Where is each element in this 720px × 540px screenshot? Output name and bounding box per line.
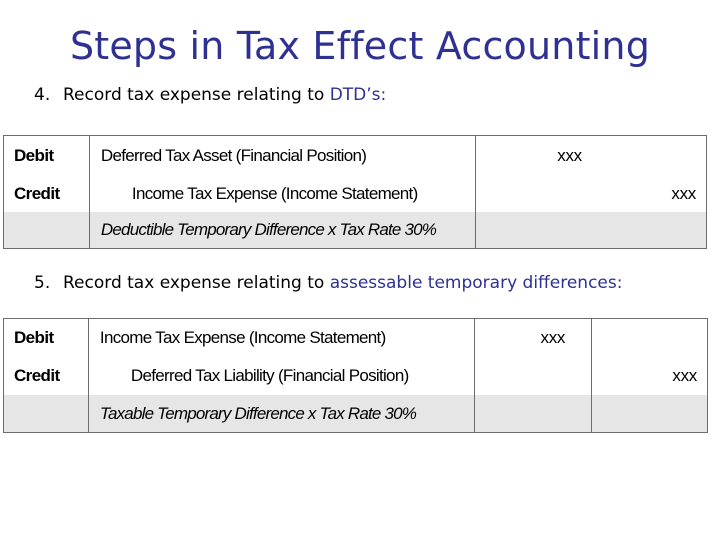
credit-account: Income Tax Expense (Income Statement): [89, 175, 475, 212]
step-5-highlight: assessable temporary differences:: [329, 273, 623, 293]
note-label-cell: [4, 212, 90, 249]
debit-amount: xxx: [475, 319, 592, 358]
credit-amount: xxx: [592, 357, 708, 395]
debit-account: Deferred Tax Asset (Financial Position): [89, 136, 475, 176]
journal-entry-table-dtd: [3, 135, 707, 249]
debit-account: Income Tax Expense (Income Statement): [88, 319, 474, 358]
credit-account: Deferred Tax Liability (Financial Position): [88, 357, 474, 395]
calculation-note: Taxable Temporary Difference x Tax Rate 30%: [88, 395, 474, 433]
journal-entry-table-assessable: [3, 318, 708, 433]
note-empty-cell: [592, 395, 708, 433]
calculation-note: Deductible Temporary Difference x Tax Rate 30%: [89, 212, 475, 249]
debit-label: Debit: [4, 319, 89, 358]
page-title: Steps in Tax Effect Accounting: [69, 24, 651, 68]
step-5-number: 5.: [34, 273, 51, 293]
journal-row-debit: [4, 319, 708, 358]
journal-row-note: [4, 395, 708, 433]
debit-amount: xxx: [476, 136, 707, 176]
journal-row-credit: [4, 175, 707, 212]
step-4-text: [34, 85, 386, 105]
debit-column-empty-cell: [475, 357, 592, 395]
note-empty-cell: [475, 395, 592, 433]
note-label-cell: [4, 395, 89, 433]
journal-row-credit: [4, 357, 708, 395]
journal-row-note: [4, 212, 707, 249]
step-4-number: 4.: [34, 85, 51, 105]
step-4-highlight: DTD’s:: [329, 85, 387, 105]
credit-label: Credit: [4, 175, 90, 212]
step-5-text: [34, 273, 622, 293]
step-5-description: Record tax expense relating to: [63, 273, 330, 293]
step-4-description: Record tax expense relating to: [63, 85, 330, 105]
credit-label: Credit: [4, 357, 89, 395]
credit-column-empty-cell: [592, 319, 708, 358]
note-empty-cell: [476, 212, 707, 249]
credit-amount: xxx: [476, 175, 707, 212]
debit-label: Debit: [4, 136, 90, 176]
journal-row-debit: [4, 136, 707, 176]
